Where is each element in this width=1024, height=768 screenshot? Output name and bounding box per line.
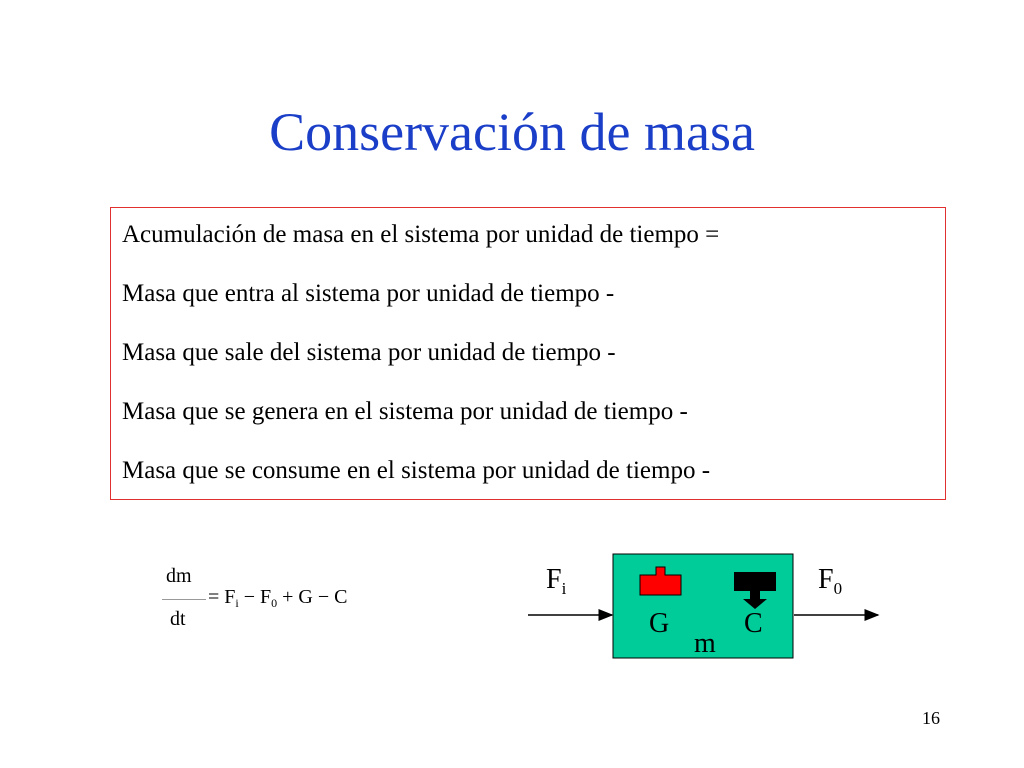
equation-rhs: = $F_i - F_0 + G - C$ bbox=[208, 586, 348, 610]
box-line-generation: Masa que se genera en el sistema por unidad de tiempo - bbox=[122, 398, 688, 425]
box-line-input: Masa que entra al sistema por unidad de tiempo - bbox=[122, 280, 615, 307]
output-flow-label: $F_0$ bbox=[818, 564, 843, 598]
slide-title: Conservación de masa bbox=[269, 102, 755, 162]
mass-label: m bbox=[694, 628, 716, 659]
equation-numerator: dm bbox=[166, 565, 192, 587]
control-volume-diagram bbox=[520, 545, 890, 665]
equation-denominator: dt bbox=[170, 608, 186, 630]
mass-balance-equation bbox=[160, 565, 410, 635]
definition-box bbox=[110, 207, 946, 500]
generation-label: G bbox=[649, 608, 670, 639]
box-line-accumulation: Acumulación de masa en el sistema por unidad de tiempo = bbox=[122, 221, 720, 248]
box-line-consumption: Masa que se consume en el sistema por unidad de tiempo - bbox=[122, 457, 711, 484]
box-line-output: Masa que sale del sistema por unidad de tiempo - bbox=[122, 339, 616, 366]
fraction-bar bbox=[162, 599, 206, 600]
page-number: 16 bbox=[922, 708, 940, 728]
input-flow-label: $F_i$ bbox=[546, 564, 567, 598]
consumption-label: C bbox=[744, 608, 763, 639]
